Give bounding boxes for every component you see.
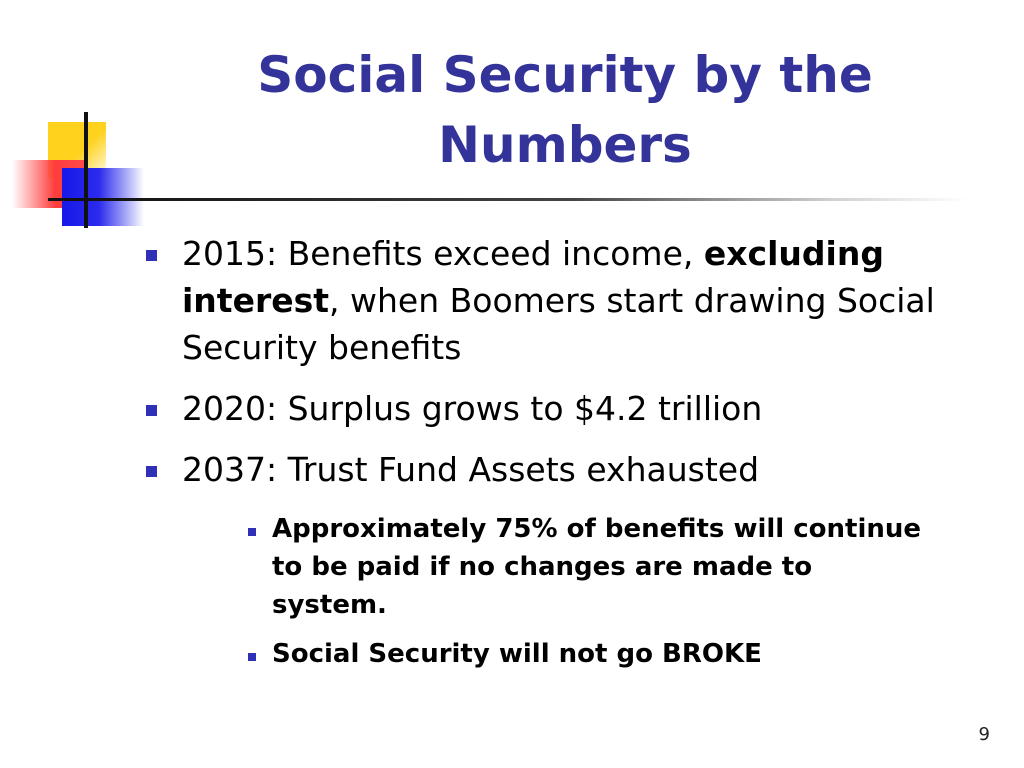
sub-bullet-square-icon [248, 528, 256, 536]
sub-bullet-square-icon [248, 653, 256, 661]
decorative-blue-square [62, 168, 144, 226]
bullet-text: 2015: Benefits exceed income, [182, 234, 704, 273]
slide-title: Social Security by the Numbers [257, 46, 873, 174]
bullet-item [145, 230, 945, 371]
bullet-text: 2020: Surplus grows to $4.2 trillion [182, 389, 763, 428]
bullet-emphasis: excluding interest [182, 234, 884, 320]
bullet-list [145, 230, 945, 507]
bullet-item [145, 446, 945, 493]
sub-bullet-list [246, 510, 936, 684]
bullet-square-icon [146, 466, 157, 477]
decorative-vertical-line [84, 112, 88, 228]
bullet-square-icon [146, 405, 157, 416]
sub-bullet-item [246, 635, 936, 673]
bullet-text: , when Boomers start drawing Social Security benefits [182, 281, 935, 367]
title-divider [88, 198, 968, 201]
bullet-text: 2037: Trust Fund Assets exhausted [182, 450, 760, 489]
bullet-item [145, 385, 945, 432]
sub-bullet-item [246, 510, 936, 624]
sub-bullet-text: Approximately 75% of benefits will continue to be paid if no changes are made to system. [272, 514, 922, 620]
page-number: 9 [978, 724, 990, 745]
sub-bullet-text: Social Security will not go BROKE [272, 639, 762, 669]
bullet-square-icon [146, 250, 157, 261]
